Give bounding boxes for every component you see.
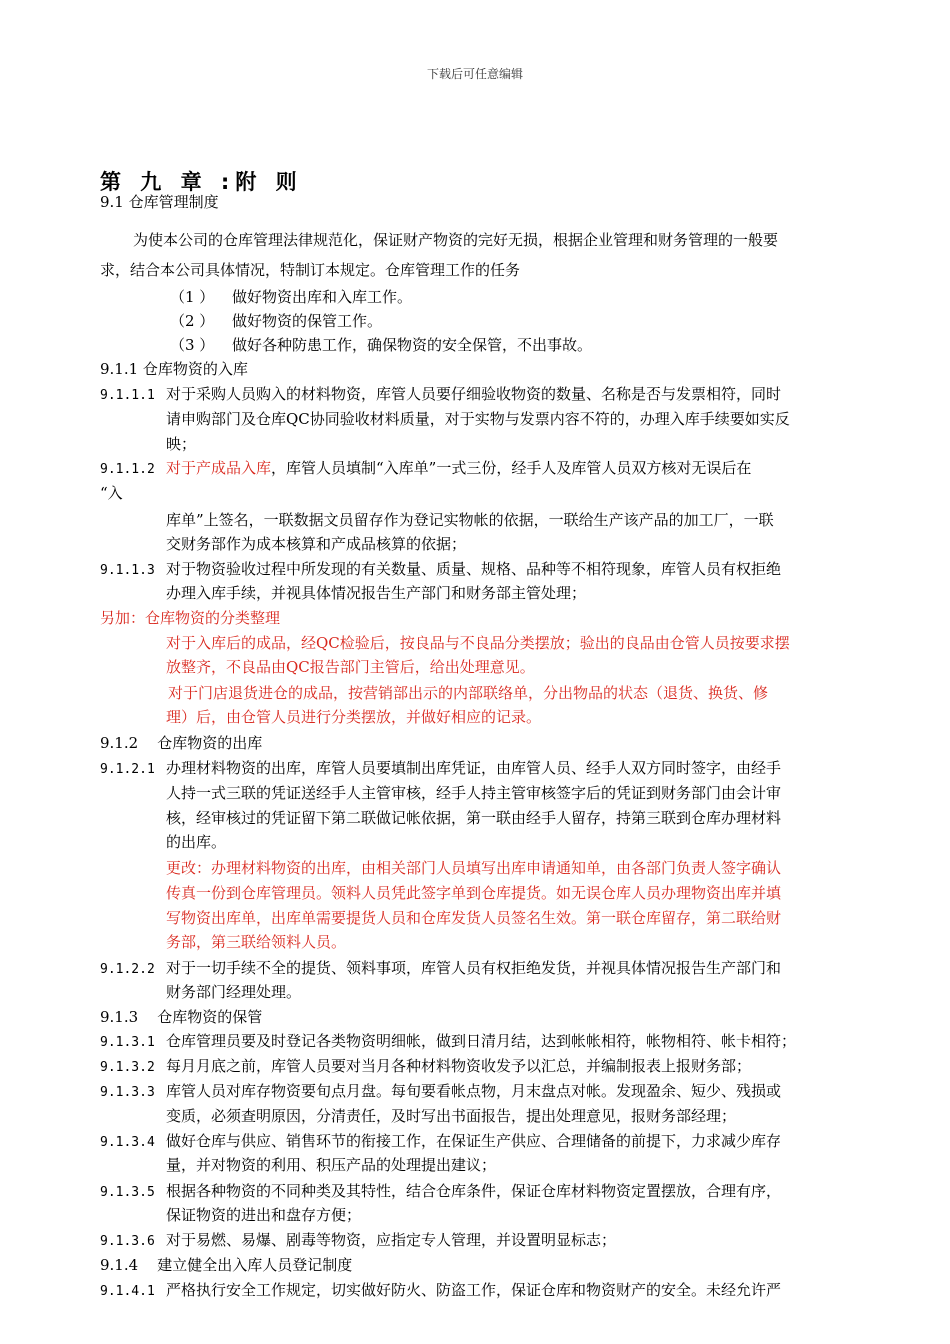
clause: 9.1.1.1 对于采购人员购入的材料物资，库管人员要仔细验收物资的数量、名称是否与发票相符，同时 bbox=[100, 385, 782, 403]
clause: 9.1.1.3 对于物资验收过程中所发现的有关数量、质量、规格、品种等不相符现象，库管人员有权拒绝 bbox=[100, 560, 782, 578]
section-9-1-title: 9.1 仓库管理制度 bbox=[100, 193, 219, 211]
change-note-line: 务部，第三联给领料人员。 bbox=[166, 933, 347, 951]
addendum-line: 放整齐，不良品由QC报告部门主管后，给出处理意见。 bbox=[166, 658, 535, 676]
clause: 9.1.4.1 严格执行安全工作规定，切实做好防火、防盗工作，保证仓库和物资财产的安全。未经允许严 bbox=[100, 1281, 782, 1299]
clause: 9.1.3.1 仓库管理员要及时登记各类物资明细帐，做到日清月结，达到帐帐相符，帐物相符、帐卡相符； bbox=[100, 1032, 797, 1050]
chapter-title: 第 九 章 :附 则 bbox=[100, 170, 303, 194]
change-note-line: 写物资出库单，出库单需要提货人员和仓库发货人员签名生效。第一联仓库留存，第二联给财 bbox=[166, 909, 782, 927]
clause: 9.1.1.2 对于产成品入库，库管人员填制“入库单”一式三份，经手人及库管人员双方核对无误后在 bbox=[100, 459, 752, 477]
section-title: 9.1.3 仓库物资的保管 bbox=[100, 1008, 263, 1026]
clause: 9.1.3.2 每月月底之前，库管人员要对当月各种材料物资收发予以汇总，并编制报表上报财务部； bbox=[100, 1057, 752, 1075]
addendum-title: 另加：仓库物资的分类整理 bbox=[100, 609, 281, 627]
clause: 9.1.3.3 库管人员对库存物资要旬点月盘。每旬要看帐点物，月末盘点对帐。发现盈余、短少、残损或 bbox=[100, 1082, 782, 1100]
clause-line: 人持一式三联的凭证送经手人主管审核，经手人持主管审核签字后的凭证到财务部门由会计审 bbox=[166, 784, 782, 802]
clause: 9.1.3.4 做好仓库与供应、销售环节的衔接工作，在保证生产供应、合理储备的前提下，力求减少库存 bbox=[100, 1132, 782, 1150]
clause: 9.1.2.1 办理材料物资的出库，库管人员要填制出库凭证，由库管人员、经手人双方同时签字，由经手 bbox=[100, 759, 782, 777]
section-title: 9.1.4 建立健全出入库人员登记制度 bbox=[100, 1256, 353, 1274]
clause-line: 保证物资的进出和盘存方便； bbox=[166, 1206, 362, 1224]
clause-line: 库单”上签名，一联数据文员留存作为登记实物帐的依据，一联给生产该产品的加工厂，一联 bbox=[166, 511, 774, 529]
clause-line: 量，并对物资的利用、积压产品的处理提出建议； bbox=[166, 1156, 497, 1174]
clause: 9.1.2.2 对于一切手续不全的提货、领料事项，库管人员有权拒绝发货，并视具体情况报告生产部门和 bbox=[100, 959, 782, 977]
clause-line: 交财务部作为成本核算和产成品核算的依据； bbox=[166, 535, 467, 553]
clause-line: 办理入库手续，并视具体情况报告生产部门和财务部主管处理； bbox=[166, 584, 587, 602]
clause: 9.1.3.6 对于易燃、易爆、剧毒等物资，应指定专人管理，并设置明显标志； bbox=[100, 1231, 617, 1249]
addendum-line: 对于门店退货进仓的成品，按营销部出示的内部联络单，分出物品的状态（退货、换货、修 bbox=[168, 684, 769, 702]
clause-line: 变质，必须查明原因，分清责任，及时写出书面报告，提出处理意见，报财务部经理； bbox=[166, 1107, 737, 1125]
intro-line: 求，结合本公司具体情况，特制订本规定。仓库管理工作的任务 bbox=[100, 261, 521, 279]
clause-line: 请申购部门及仓库QC协同验收材料质量，对于实物与发票内容不符的，办理入库手续要如实反 bbox=[166, 410, 790, 428]
clause-line: 的出库。 bbox=[166, 833, 227, 851]
intro-line: 为使本公司的仓库管理法律规范化，保证财产物资的完好无损，根据企业管理和财务管理的一般要 bbox=[133, 231, 779, 249]
task-item: （3 ） 做好各种防患工作，确保物资的安全保管，不出事故。 bbox=[170, 336, 593, 354]
section-title: 9.1.1 仓库物资的入库 bbox=[100, 360, 248, 378]
task-item: （2 ） 做好物资的保管工作。 bbox=[170, 312, 383, 330]
clause-line: 映； bbox=[166, 435, 197, 453]
clause: 9.1.3.5 根据各种物资的不同种类及其特性，结合仓库条件，保证仓库材料物资定置摆放，合理有序， bbox=[100, 1182, 782, 1200]
section-title: 9.1.2 仓库物资的出库 bbox=[100, 734, 263, 752]
clause-line: “入 bbox=[100, 484, 123, 502]
clause-line: 财务部门经理处理。 bbox=[166, 983, 302, 1001]
addendum-line: 理）后，由仓管人员进行分类摆放，并做好相应的记录。 bbox=[166, 708, 542, 726]
task-item: （1 ） 做好物资出库和入库工作。 bbox=[170, 288, 413, 306]
change-note-line: 传真一份到仓库管理员。领料人员凭此签字单到仓库提货。如无误仓库人员办理物资出库并填 bbox=[166, 884, 782, 902]
change-note-line: 更改：办理材料物资的出库，由相关部门人员填写出库申请通知单，由各部门负责人签字确认 bbox=[166, 859, 782, 877]
clause-line: 核，经审核过的凭证留下第二联做记帐依据，第一联由经手人留存，持第三联到仓库办理材料 bbox=[166, 809, 782, 827]
page-header: 下载后可任意编辑 bbox=[426, 67, 523, 81]
addendum-line: 对于入库后的成品，经QC检验后，按良品与不良品分类摆放；验出的良品由仓管人员按要求摆 bbox=[166, 634, 790, 652]
